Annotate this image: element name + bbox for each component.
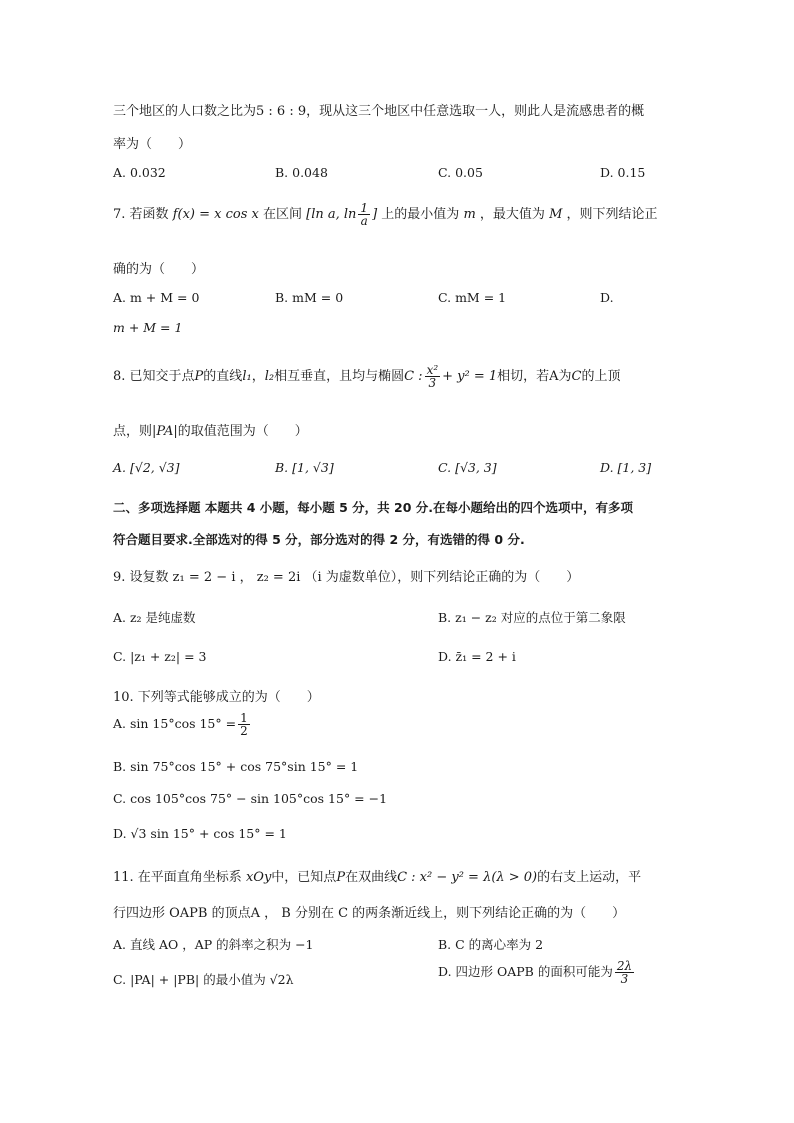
q7-option-c: C. mM = 1 [438, 290, 507, 305]
q10-option-c: C. cos 105°cos 75° − sin 105°cos 15° = −1 [113, 791, 388, 806]
q9-stem: 9. 设复数 z₁ = 2 − i ， z₂ = 2i （i 为虚数单位），则下列结论正确的为（ ） [113, 570, 580, 585]
q10-option-d: D. √3 sin 15° + cos 15° = 1 [113, 826, 287, 841]
q9-option-d: D. z̄₁ = 2 + i [438, 649, 516, 664]
q6-option-d: D. 0.15 [600, 165, 646, 180]
section2-heading-line2: 符合题目要求.全部选对的得 5 分，部分选对的得 2 分，有选错的得 0 分. [113, 532, 525, 547]
q6-option-a: A. 0.032 [113, 165, 166, 180]
q8-stem-line1: 8. 已知交于点P的直线l₁，l₂相互垂直，且均与椭圆C : $\frac{\text{x²}}{3}$ + y² = 1相切，若A为C的上顶 [113, 363, 621, 390]
q8-option-a: A. [√2, √3] [113, 460, 180, 475]
q7-stem-line1: 7. 若函数 f(x) = x cos x 在区间 [ln a, ln $\frac{1}{a}$ ] 上的最小值为 m ，最大值为 M ，则下列结论正 [113, 201, 658, 228]
q6-option-c: C. 0.05 [438, 165, 483, 180]
q7-option-a: A. m + M = 0 [113, 290, 200, 305]
q11-option-b: B. C 的离心率为 2 [438, 937, 544, 952]
q7-interval: [ln a, ln $\frac{1}{a}$ ] [306, 201, 378, 228]
q8-ellipse-equation: C : $\frac{\text{x²}}{3}$ + y² = 1 [404, 363, 498, 390]
q11-hyperbola-equation: C : x² − y² = λ(λ > 0) [397, 870, 538, 885]
q10-option-b: B. sin 75°cos 15° + cos 75°sin 15° = 1 [113, 759, 359, 774]
q11-option-c: C. |PA| + |PB| 的最小值为 √2λ [113, 972, 294, 987]
q10-fraction: $\frac{1}{2}$ [240, 711, 248, 738]
section2-heading-line1: 二、多项选择题 本题共 4 小题，每小题 5 分，共 20 分.在每小题给出的四个选项中，有多项 [113, 500, 634, 515]
q7-option-d: D. [600, 290, 614, 305]
q6-option-b: B. 0.048 [275, 165, 328, 180]
q10-stem: 10. 下列等式能够成立的为（ ） [113, 690, 320, 705]
q11-fraction: $\frac{2\lambda}{3}$ [616, 959, 633, 986]
q8-fraction: $\frac{\text{x²}}{3}$ [426, 363, 439, 390]
q8-option-d: D. [1, 3] [600, 460, 652, 475]
q7-stem-line2: 确的为（ ） [113, 262, 205, 277]
q11-option-d: D. 四边形 OAPB 的面积可能为 $\frac{2\lambda}{3}$ [438, 959, 633, 986]
q7-option-d-text: m + M = 1 [113, 320, 183, 335]
q7-option-b: B. mM = 0 [275, 290, 344, 305]
q6-stem-line1: 三个地区的人口数之比为5 : 6 : 9，现从这三个地区中任意选取一人，则此人是流感患者的概 [113, 104, 645, 119]
q11-stem-line2: 行四边形 OAPB 的顶点A ， B 分别在 C 的两条渐近线上，则下列结论正确的为（ ） [113, 906, 626, 921]
q6-stem-line2: 率为（ ） [113, 137, 192, 152]
q11-stem-line1: 11. 在平面直角坐标系 xOy中，已知点P在双曲线C : x² − y² = λ(λ > 0)的右支上运动，平 [113, 870, 642, 885]
q9-option-b: B. z₁ − z₂ 对应的点位于第二象限 [438, 610, 626, 625]
q9-option-c: C. |z₁ + z₂| = 3 [113, 649, 207, 664]
q10-option-a: A. sin 15°cos 15° = $\frac{1}{2}$ [113, 711, 248, 738]
q11-option-a: A. 直线 AO ，AP 的斜率之积为 −1 [113, 937, 314, 952]
q8-option-c: C. [√3, 3] [438, 460, 497, 475]
q8-option-b: B. [1, √3] [275, 460, 334, 475]
q9-option-a: A. z₂ 是纯虚数 [113, 610, 196, 625]
q7-function: f(x) = x cos x [172, 207, 259, 222]
q8-stem-line2: 点，则|PA|的取值范围为（ ） [113, 424, 308, 439]
q7-fraction: $\frac{1}{a}$ [360, 201, 369, 228]
